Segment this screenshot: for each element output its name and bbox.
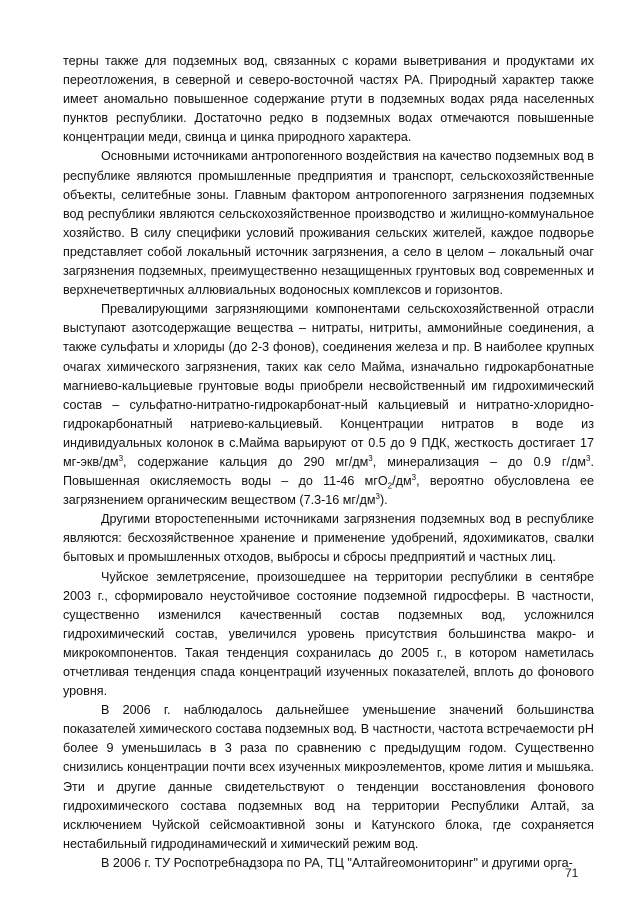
text-run: Другими второстепенными источниками загрязнения подземных вод в республике являются: бесхозяйственное хранение и применение удобрений, ядохимикатов, свалки бытовых и промышленных отходов, выбросы и сбросы предприятий и частных лиц.	[63, 512, 594, 565]
text-run: терны также для подземных вод, связанных с корами выветривания и продуктами их переотложения, в северной и северо-восточной частях РА. Природный характер также имеет аномально повышенное содержание ртути в подземных водах ряда населенных пунктов республики. Достаточно редко в подземных водах отмечаются повышенные концентрации меди, свинца и цинка природного характера.	[63, 54, 594, 145]
text-run: /дм	[392, 474, 412, 489]
superscript: 3	[118, 453, 124, 463]
paragraph-p2	[63, 147, 594, 300]
paragraph-p4	[63, 510, 594, 567]
paragraph-p7	[63, 854, 594, 873]
subscript: 2	[387, 481, 393, 491]
paragraph-p1	[63, 52, 594, 147]
paragraph-p6	[63, 701, 594, 854]
document-body	[63, 52, 594, 873]
superscript: 3	[368, 453, 373, 463]
text-run: . Повышенная окисляемость воды – до 11-46 мгО	[63, 454, 594, 489]
text-run: , содержание кальция до 290 мг/дм	[123, 454, 369, 469]
text-run: Основными источниками антропогенного воздействия на качество подземных вод в республике являются промышленные предприятия и транспорт, сельскохозяйственные объекты, селитебные зоны. Главным фактором антропогенного загрязнения подземных вод республики являются сельскохозяйственное производство и жилищно-коммунальное хозяйство. В силу специфики условий проживания сельских жителей, каждое подворье представляет собой локальный источник загрязнения, а село в целом – локальный очаг загрязнения подземных, преимущественно незащищенных грунтовых вод современных и верхнечетвертичных аллювиальных водоносных комплексов и горизонтов.	[63, 149, 594, 298]
page-number: 71	[565, 866, 579, 880]
text-run: В 2006 г. ТУ Роспотребнадзора по РА, ТЦ "Алтайгеомониторинг" и другими орга-	[101, 855, 573, 870]
paragraph-p3	[63, 300, 594, 510]
text-run: , минерализация – до 0.9 г/дм	[372, 454, 587, 469]
superscript: 3	[375, 491, 380, 501]
text-run: , вероятно обусловлена ее загрязнением органическим веществом (7.3-16 мг/дм	[63, 474, 594, 508]
paragraph-p5	[63, 568, 594, 702]
superscript: 3	[411, 472, 417, 482]
text-run: Превалирующими загрязняющими компонентами сельскохозяйственной отрасли выступают азотсодержащие вещества – нитраты, нитриты, аммонийные соединения, а также сульфаты и хлориды (до 2-3 фонов), соединения железа и пр. В наиболее крупных очагах химического загрязнения, таких как село Майма, изначально гидрокарбонатные магниево-кальциевые грунтовые воды приобрели несвойственный им гидрохимический состав – сульфатно-нитратно-гидрокарбонат-ный кальциевый и нитратно-хлоридно-гидрокарбонатный натриево-кальциевый. Концентрации нитратов в воде из индивидуальных колонок в с.Майма варьируют от 0.5 до 9 ПДК, жесткость достигает 17 мг-экв/дм	[63, 302, 594, 469]
text-run: ).	[379, 493, 388, 508]
superscript: 3	[586, 453, 591, 463]
text-run: В 2006 г. наблюдалось дальнейшее уменьшение значений большинства показателей химического состава подземных вод. В частности, частота встречаемости рН более 9 уменьшилась в 3 раза по сравнению с предыдущим годом. Существенно снизились концентрации почти всех изученных микроэлементов, кроме лития и мышьяка. Эти и другие данные свидетельствуют о тенденции восстановления фонового гидрохимического состава подземных вод на территории Республики Алтай, за исключением Чуйской сейсмоактивной зоны и Катунского блока, где сохраняется нестабильный гидродинамический и химический режим вод.	[63, 703, 594, 851]
text-run: Чуйское землетрясение, произошедшее на территории республики в сентябре 2003 г., сформировало неустойчивое состояние подземной гидросферы. В частности, существенно изменился качественный состав подземных вод, усложнился гидрохимический состав, увеличился уровень присутствия большинства макро- и микрокомпонентов. Такая тенденция сохранилась до 2005 г., в котором наметилась отчетливая тенденция спада концентраций изученных показателей, вплоть до фонового уровня.	[63, 569, 594, 699]
